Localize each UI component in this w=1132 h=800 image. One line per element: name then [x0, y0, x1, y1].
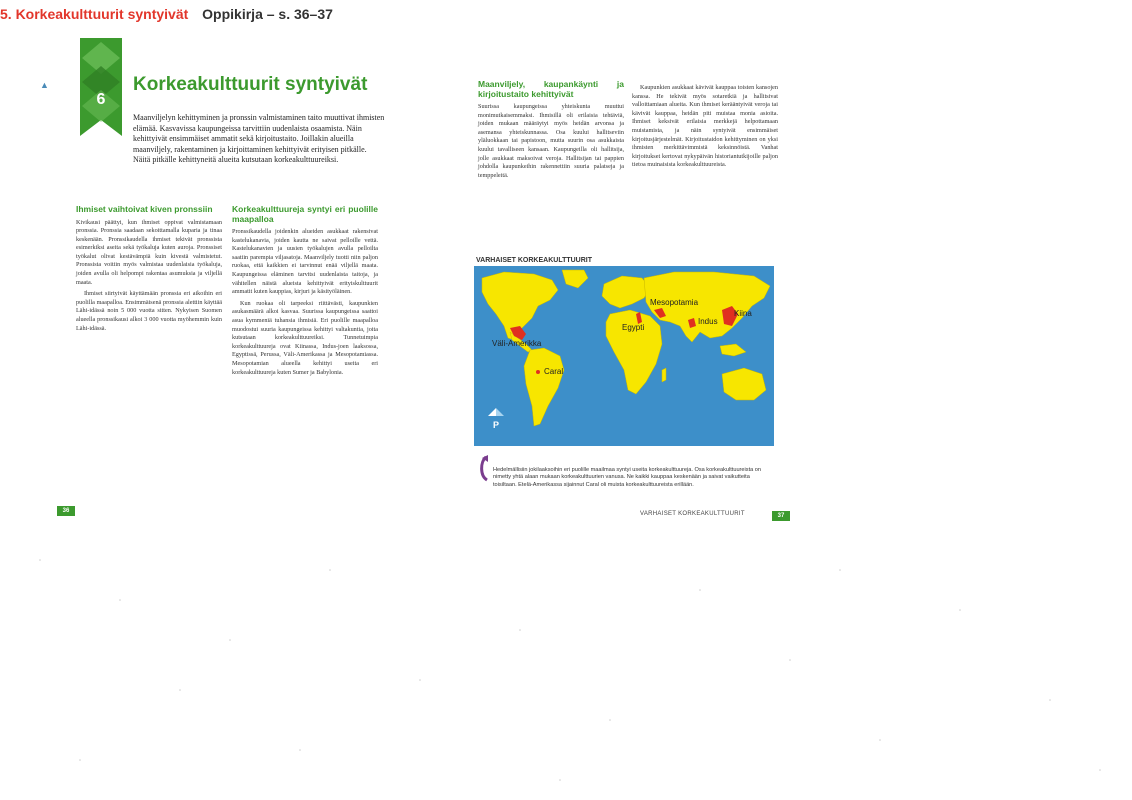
page-number-right: 37 — [772, 511, 790, 521]
paragraph: Kivikausi päättyi, kun ihmiset oppivat valmistamaan pronssia. Pronssia saadaan sekoittamalla kuparia ja tinaa keskenään. Pronssikaudella ihmiset tekivät pronssista esimerkiksi aseita sekä työkaluja kuten auroja. Pronssiset työkalut olivat kestävämpiä kuin kivestä valmistetut. Pronssista voitiin myös valmistaa uudenlaisia työkaluja, joiden avulla oli helpompi rakentaa asumuksia ja viljellä maata. — [76, 218, 222, 286]
page-title: Korkeakulttuurit syntyivät — [133, 74, 368, 95]
paragraph: Ihmiset siirtyivät käyttämään pronssia eri aikoihin eri puolilla maapalloa. Ensimmäisenä pronssia alettiin käyttää Lähi-idässä noin 5 000 vuotta sitten. Nykyisen Suomen alueella pronssikausi alkoi 3 000 vuotta myöhemmin kuin Lähi-idässä. — [76, 290, 222, 332]
triangle-marker-icon: ▲ — [40, 80, 49, 90]
chapter-title: 5. Korkeakulttuurit syntyivät — [0, 6, 189, 22]
map-label-egypt: Egypti — [622, 323, 645, 332]
book-reference: Oppikirja – s. 36–37 — [202, 6, 333, 22]
chapter-number: 6 — [96, 91, 106, 108]
chapter-ribbon-icon — [80, 38, 122, 136]
map-label-central-america: Väli-Amerikka — [492, 339, 542, 348]
world-map — [474, 266, 774, 446]
paragraph: Suurissa kaupungeissa yhteiskunta muuttui monimutkaisemmaksi. Ihmisillä oli erilaisia tehtäviä, joiden mukaan määräytyi myös heidän arvonsa ja asemansa yhteiskunnassa. Osa kuului hallitseviin yläluokkaan tai papistoon, mutta suurin osa asukkaista kuului tavalliseen kansaan. Kaupungeilla oli hallitsija, jolle asukkaat maksoivat veroja. Hallitsijan tai pappien johdolla kaupunkeihin rakennettiin suuria palatseja ja temppeleitä. — [478, 103, 624, 179]
map-label-indus: Indus — [698, 317, 718, 326]
page-number-left: 36 — [57, 506, 75, 516]
paragraph: Kaupunkien asukkaat kävivät kauppaa toisten kansojen kanssa. He tekivät myös sotaretkiä ja hallitsivat valloittamiaan alueita. Kun ihmiset kerääntyivät veroja tai kävivät kauppaa, heidän piti muistaa monia asioita. Ihmiset keksivät erilaisia merkkejä helpottamaan muistamista, ja näin syntyivät ensimmäiset kirjoitusjärjestelmät. Kirjoitustaidon kehittyminen on yksi ihmisten merkittävimmistä keksinnöistä. Vanhat kirjoitukset kertovat nykypäivän historiantutkijoille paljon tietoa muinaisista korkeakulttuureista. — [632, 84, 778, 169]
section-civilizations — [232, 205, 378, 380]
section-heading: Korkeakulttuureja syntyi eri puolille maapalloa — [232, 204, 378, 224]
paragraph: Kun ruokaa oli tarpeeksi riittävästi, kaupunkien asukasmäärä alkoi kasvaa. Suurissa kaupungeissa saattoi asua kymmeniä tuhansia ihmisiä. Eri puolille maapalloa muodostui suuria kaupungeissa kehittyi valtakuntia, joita kutsutaan korkeakulttuureiksi. Tunnetuimpia korkeakulttuureja ovat Kiinassa, Indus-joen laaksossa, Egyptissä, Perussa, Väli-Amerikassa ja Mesopotamiassa. Mesopotamian alueella kehittyi useita eri korkeakulttuureja kuten Sumer ja Babylonia. — [232, 299, 378, 376]
map-label-caral: Caral — [544, 367, 564, 376]
paragraph: Pronssikaudella joidenkin alueiden asukkaat rakensivat kastelukanavia, joiden kautta ne saivat pelloille vettä. Kastelukanavien ja uusien työkalujen avulla pelloilta saatiin parempia viljasatoja. Maanviljely tuotti niin paljon ruokaa, että kaikkien ei tarvinnut enää viljellä maata. Kaupungeissa eläminen tarvitsi uudenlaista taitoja, ja vähitellen näistä alueista kehittyivät erityiskulttuurit ammatit kuten kauppias, kirjuri ja käsityöläinen. — [232, 228, 378, 296]
civilization-caral — [536, 370, 540, 374]
footer-label: VARHAISET KORKEAKULTTUURIT — [640, 511, 745, 517]
section-trade — [632, 84, 778, 173]
section-heading: Maanviljely, kaupankäynti ja kirjoitustaito kehittyivät — [478, 79, 624, 99]
map-caption: Hedelmällisiin jokilaaksoihin eri puolille maailmaa syntyi useita korkeakulttuureja. Osa korkeakulttuureista on nimetty yhtä alaan mukaan korkeakulttuurien vanusa. Ne kaikki kauppaa keskenään ja saivat vaikutteita toisiltaan. Etelä-Amerikassa sijainnut Caral oli muista korkeakulttuureista erillään. — [493, 467, 762, 488]
page-header — [0, 6, 333, 22]
scan-noise-dots — [0, 540, 1132, 800]
section-bronze — [76, 205, 222, 336]
section-heading: Ihmiset vaihtoivat kiven pronssiin — [76, 204, 213, 214]
map-label-china: Kiina — [734, 309, 752, 318]
curved-arrow-icon — [478, 454, 490, 482]
section-writing — [478, 80, 624, 183]
intro-paragraph: Maanviljelyn kehittyminen ja pronssin valmistaminen taito muuttivat ihmisten elämää. Kasvavissa kaupungeissa tarvittiin uudenlaista osaamista. Näin kehittyivät ensimmäiset ammatit sekä kirjoitustaito. Joillakin alueilla maanviljely, rakentaminen ja kirjoittaminen kehittyivät erityisen pitkälle. Näitä pitkälle kehittyneitä alueita kutsutaan korkeakulttuureiksi. — [133, 113, 385, 164]
map-label-mesopotamia: Mesopotamia — [650, 298, 699, 307]
map-title: VARHAISET KORKEAKULTTUURIT — [476, 257, 593, 264]
compass-label: P — [492, 420, 500, 430]
